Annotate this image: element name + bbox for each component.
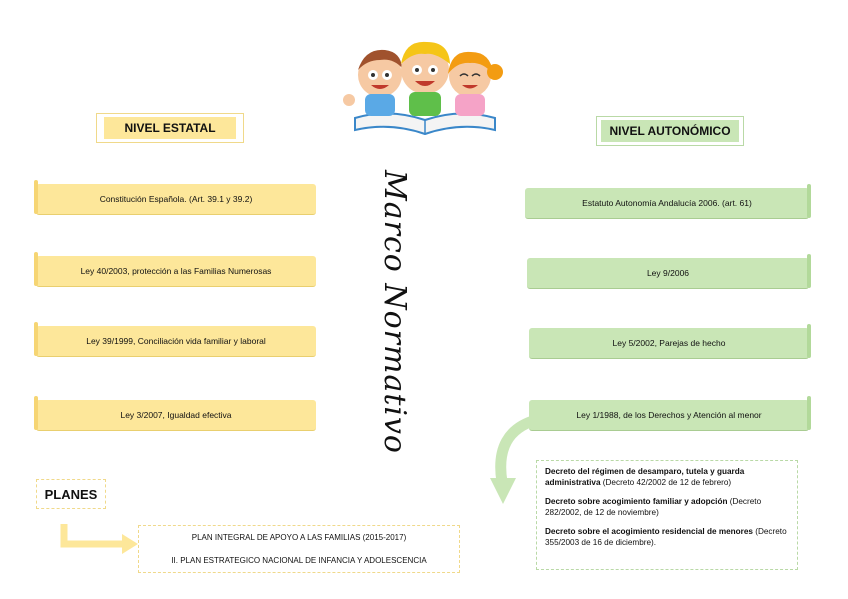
decreto-3-ref: (Decreto 355/2003 de 16 de diciembre). bbox=[545, 526, 787, 548]
estatal-item-4: Ley 3/2007, Igualdad efectiva bbox=[36, 400, 316, 431]
decreto-2-title: Decreto sobre acogimiento familiar y adopción bbox=[545, 496, 728, 506]
nivel-autonomico-header bbox=[596, 116, 744, 146]
marco-normativo-title: Marco Normativo bbox=[377, 170, 412, 454]
kids-reading-illustration bbox=[335, 30, 515, 138]
planes-header: PLANES bbox=[36, 479, 106, 509]
estatal-item-2: Ley 40/2003, protección a las Familias Numerosas bbox=[36, 256, 316, 287]
nivel-estatal-label: NIVEL ESTATAL bbox=[104, 117, 235, 139]
decreto-1-title: Decreto del régimen de desamparo, tutela y guarda administrativa bbox=[545, 467, 745, 488]
nivel-estatal-header bbox=[96, 113, 244, 143]
decreto-1-ref: (Decreto 42/2002 de 12 de febrero) bbox=[600, 478, 732, 488]
decreto-item-2 bbox=[545, 496, 789, 519]
planes-list bbox=[138, 525, 460, 573]
decreto-item-3 bbox=[545, 526, 789, 549]
estatal-item-3: Ley 39/1999, Conciliación vida familiar y laboral bbox=[36, 326, 316, 357]
plan-item-2: II. PLAN ESTRATEGICO NACIONAL DE INFANCIA Y ADOLESCENCIA bbox=[171, 556, 427, 565]
autonomico-item-4: Ley 1/1988, de los Derechos y Atención al menor bbox=[529, 400, 809, 431]
decreto-2-ref: (Decreto 282/2002, de 12 de noviembre) bbox=[545, 496, 762, 518]
decreto-3-title: Decreto sobre el acogimiento residencial de menores bbox=[545, 526, 753, 536]
autonomico-item-2: Ley 9/2006 bbox=[527, 258, 809, 289]
decretos-box bbox=[536, 460, 798, 570]
autonomico-item-1: Estatuto Autonomía Andalucía 2006. (art. 61) bbox=[525, 188, 809, 219]
estatal-item-1: Constitución Española. (Art. 39.1 y 39.2) bbox=[36, 184, 316, 215]
nivel-autonomico-label: NIVEL AUTONÓMICO bbox=[601, 120, 738, 142]
autonomico-item-3: Ley 5/2002, Parejas de hecho bbox=[529, 328, 809, 359]
plan-item-1: PLAN INTEGRAL DE APOYO A LAS FAMILIAS (2015-2017) bbox=[191, 533, 407, 542]
decreto-item-1 bbox=[545, 466, 789, 489]
planes-arrow-icon bbox=[58, 522, 142, 558]
